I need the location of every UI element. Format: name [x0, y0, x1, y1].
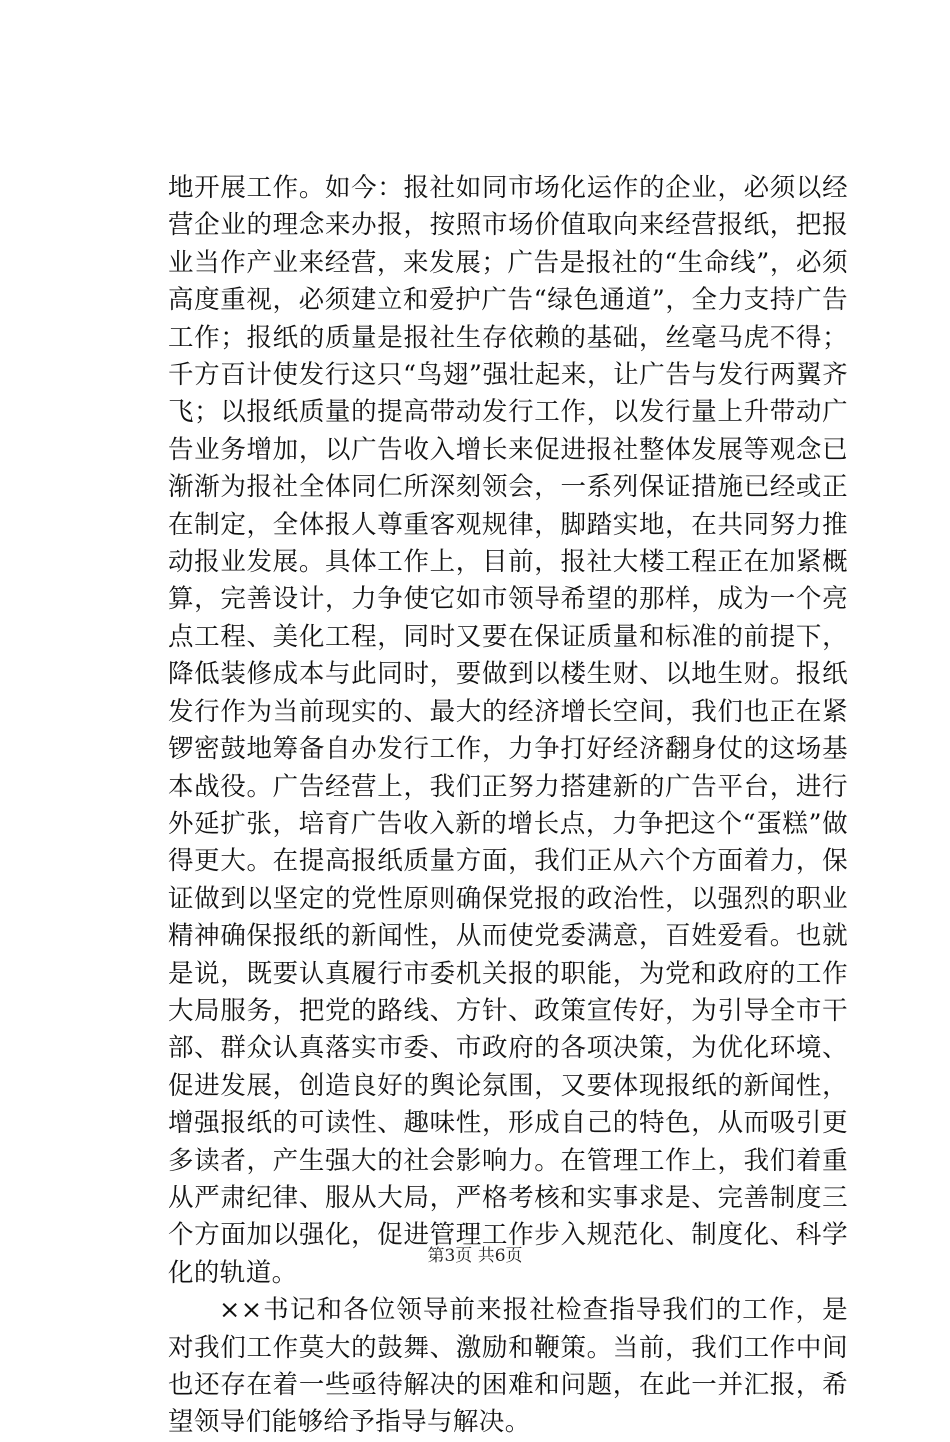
paragraph: ××书记和各位领导前来报社检查指导我们的工作，是对我们工作莫大的鼓舞、激励和鞭策。当前，我们工作中间也还存在着一些亟待解决的困难和问题，在此一并汇报，希望领导们能够给予指导与解决。	[168, 1295, 848, 1438]
paragraph-continued: 地开展工作。如今：报社如同市场化运作的企业，必须以经营企业的理念来办报，按照市场价值取向来经营报纸，把报业当作产业来经营，来发展；广告是报社的“生命线”，必须高度重视，必须建立和爱护广告“绿色通道”，全力支持广告工作；报纸的质量是报社生存依赖的基础，丝毫马虎不得；千方百计使发行这只“鸟翅”强壮起来，让广告与发行两翼齐飞；以报纸质量的提高带动发行工作，以发行量上升带动广告业务增加，以广告收入增长来促进报社整体发展等观念已渐渐为报社全体同仁所深刻领会，一系列保证措施已经或正在制定，全体报人尊重客观规律，脚踏实地，在共同努力推动报业发展。具体工作上，目前，报社大楼工程正在加紧概算，完善设计，力争使它如市领导希望的那样，成为一个亮点工程、美化工程，同时又要在保证质量和标准的前提下，降低装修成本与此同时，要做到以楼生财、以地生财。报纸发行作为当前现实的、最大的经济增长空间，我们也正在紧锣密鼓地筹备自办发行工作，力争打好经济翻身仗的这场基本战役。广告经营上，我们正努力搭建新的广告平台，进行外延扩张，培育广告收入新的增长点，力争把这个“蛋糕”做得更大。在提高报纸质量方面，我们正从六个方面着力，保证做到以坚定的党性原则确保党报的政治性，以强烈的职业精神确保报纸的新闻性，从而使党委满意，百姓爱看。也就是说，既要认真履行市委机关报的职能，为党和政府的工作大局服务，把党的路线、方针、政策宣传好，为引导全市干部、群众认真落实市委、市政府的各项决策，为优化环境、促进发展，创造良好的舆论氛围，又要体现报纸的新闻性，增强报纸的可读性、趣味性，形成自己的特色，从而吸引更多读者，产生强大的社会影响力。在管理工作上，我们着重从严肃纪律、服从大局，严格考核和实事求是、完善制度三个方面加以强化，促进管理工作步入规范化、制度化、科学化的轨道。	[168, 173, 848, 1288]
page-number: 第3页 共6页	[427, 1246, 523, 1266]
